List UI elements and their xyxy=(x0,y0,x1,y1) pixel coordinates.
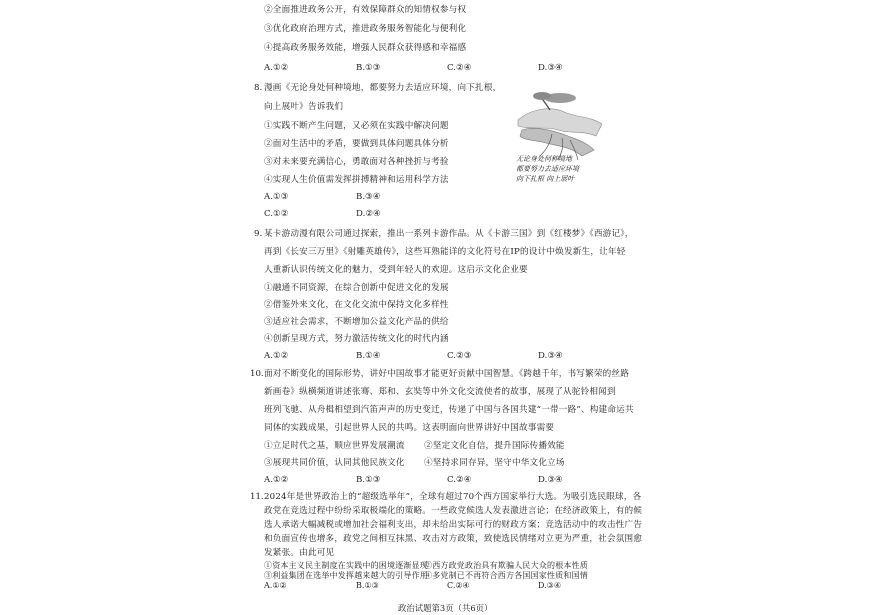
q8-option-d: D.②④ xyxy=(356,209,381,219)
q9-option-c: C.②③ xyxy=(447,351,472,361)
page-footer: 政治试题第3页（共6页） xyxy=(398,603,493,613)
q11-stem-line-4: 和负面宣传也增多，政党之间相互抹黑、攻击对方政策，致使选民情绪对立更为严重，社会氛围愈 xyxy=(264,534,643,544)
q10-stem-line-2: 新画卷》纵横频道讲述张骞、郑和、玄奘等中外文化交流使者的故事，展现了从驼铃相闻到 xyxy=(264,387,616,397)
q8-option-b: B.③④ xyxy=(356,192,381,202)
q8-option-a: A.①③ xyxy=(264,192,289,202)
q11-stem-line-3: 选人承诺大幅减税或增加社会福利支出，却未给出实际可行的财政方案；竞选活动中的攻击性广告 xyxy=(264,520,643,530)
cartoon-caption-line-1: 无论身处何种境地 xyxy=(516,155,572,163)
q10-item-3: ③展现共同价值，认同其他民族文化 xyxy=(264,458,405,468)
q10-option-b: B.①③ xyxy=(356,475,381,485)
q10-stem-line-1: 面对不断变化的国际形势，讲好中国故事才能更好贡献中国智慧。《跨越千年，书写繁荣的丝路 xyxy=(264,369,630,379)
q10-number: 10. xyxy=(250,369,264,379)
q9-item-3: ③适应社会需求，不断增加公益文化产品的供给 xyxy=(264,317,449,327)
q9-option-a: A.①② xyxy=(264,351,289,361)
q11-item-4: ④多党制已不再符合西方各国国家性质和国情 xyxy=(424,571,588,580)
q10-option-c: C.②④ xyxy=(447,475,472,485)
q10-item-4: ④坚持求同存异，坚守中华文化立场 xyxy=(424,458,565,468)
q10-option-d: D.③④ xyxy=(538,475,563,485)
q11-stem-line-2: 政党在竞选过程中纷纷采取极端化的策略。一些政党候选人发表激进言论；在经济政策上，有的候 xyxy=(264,506,643,516)
q11-option-c: C.②④ xyxy=(447,581,470,590)
q8-number: 8. xyxy=(254,83,263,93)
q10-stem-line-3: 班列飞驰、从舟楫相望到汽笛声声的历史变迁，传递了中国与各国共建“一带一路”、构建命运共 xyxy=(264,405,634,415)
q10-item-1: ①立足时代之基，顺应世界发展潮流 xyxy=(264,441,405,451)
q11-number: 11. xyxy=(250,492,264,502)
q11-item-2: ②西方政党政治具有欺骗人民大众的根本性质 xyxy=(424,561,588,570)
q8-item-1: ①实践不断产生问题，又必须在实践中解决问题 xyxy=(264,121,449,131)
q8-item-2: ②面对生活中的矛盾，要做到具体问题具体分析 xyxy=(264,139,449,149)
q9-option-d: D.③④ xyxy=(538,351,563,361)
q7-option-d: D.③④ xyxy=(538,63,563,73)
q9-item-4: ④创新呈现方式，努力激活传统文化的时代内涵 xyxy=(264,334,449,344)
q9-stem-line-1: 某卡游动漫有限公司通过探索，推出一系列卡游作品。从《卡游三国》到《红楼梦》《西游记》， xyxy=(264,229,634,239)
q11-option-b: B.①③ xyxy=(356,581,379,590)
q11-item-3: ③利益集团在选举中发挥越来越大的引导作用 xyxy=(264,571,428,580)
cartoon-caption xyxy=(516,154,608,184)
q8-cartoon-image xyxy=(512,90,608,198)
q7-item-2: ②全面推进政务公开，有效保障群众的知情权参与权 xyxy=(264,5,467,15)
q7-item-4: ④提高政务服务效能，增强人民群众获得感和幸福感 xyxy=(264,43,467,53)
q11-items xyxy=(264,561,428,571)
q10-item-2: ②坚定文化自信，提升国际传播效能 xyxy=(424,441,565,451)
cartoon-caption-line-2: 都要努力去适应环境 xyxy=(516,165,579,173)
q11-option-d: D.③④ xyxy=(538,581,562,590)
q9-item-2: ②借鉴外来文化，在文化交流中保持文化多样性 xyxy=(264,300,449,310)
q9-option-b: B.①④ xyxy=(356,351,381,361)
q8-stem-line-2: 向上展叶》告诉我们 xyxy=(264,102,344,112)
q8-stem-line-1: 漫画《无论身处何种境地，都要努力去适应环境，向下扎根， xyxy=(264,83,502,93)
q9-number: 9. xyxy=(254,229,263,239)
q10-stem-line-4: 同体的实践成果，引起世界人民的共鸣。这表明面向世界讲好中国故事需要 xyxy=(264,423,555,433)
q11-item-1: ①资本主义民主制度在实践中的困境逐渐显现 xyxy=(264,561,428,570)
q10-option-a: A.①② xyxy=(264,475,289,485)
q9-stem-line-3: 人重新认识传统文化的魅力，受到年轻人的欢迎。这启示文化企业要 xyxy=(264,265,528,275)
q7-item-3: ③优化政府治理方式，推进政务服务智能化与便利化 xyxy=(264,24,467,34)
q7-option-a: A.①② xyxy=(264,63,289,73)
q7-option-b: B.①③ xyxy=(356,63,381,73)
q8-item-3: ③对未来要充满信心，勇敢面对各种挫折与考验 xyxy=(264,157,449,167)
q9-stem-line-2: 再到《长安三万里》《射雕英雄传》，这些耳熟能详的文化符号在IP的设计中焕发新生，让年轻 xyxy=(264,247,626,257)
q11-option-a: A.①② xyxy=(264,581,287,590)
q8-item-4: ④实现人生价值需发挥拼搏精神和运用科学方法 xyxy=(264,175,449,185)
cartoon-caption-line-3: 向下扎根 向上展叶 xyxy=(516,175,575,183)
q11-stem-line-1: 2024年是世界政治上的“超级选举年”，全球有超过70个西方国家举行大选。为吸引选民眼球，各 xyxy=(264,492,642,502)
q11-stem-line-5: 发紧张。由此可见 xyxy=(264,548,335,558)
q8-option-c: C.①② xyxy=(264,209,289,219)
q9-item-1: ①融通不同资源，在综合创新中促进文化的发展 xyxy=(264,283,449,293)
q7-option-c: C.②④ xyxy=(447,63,472,73)
